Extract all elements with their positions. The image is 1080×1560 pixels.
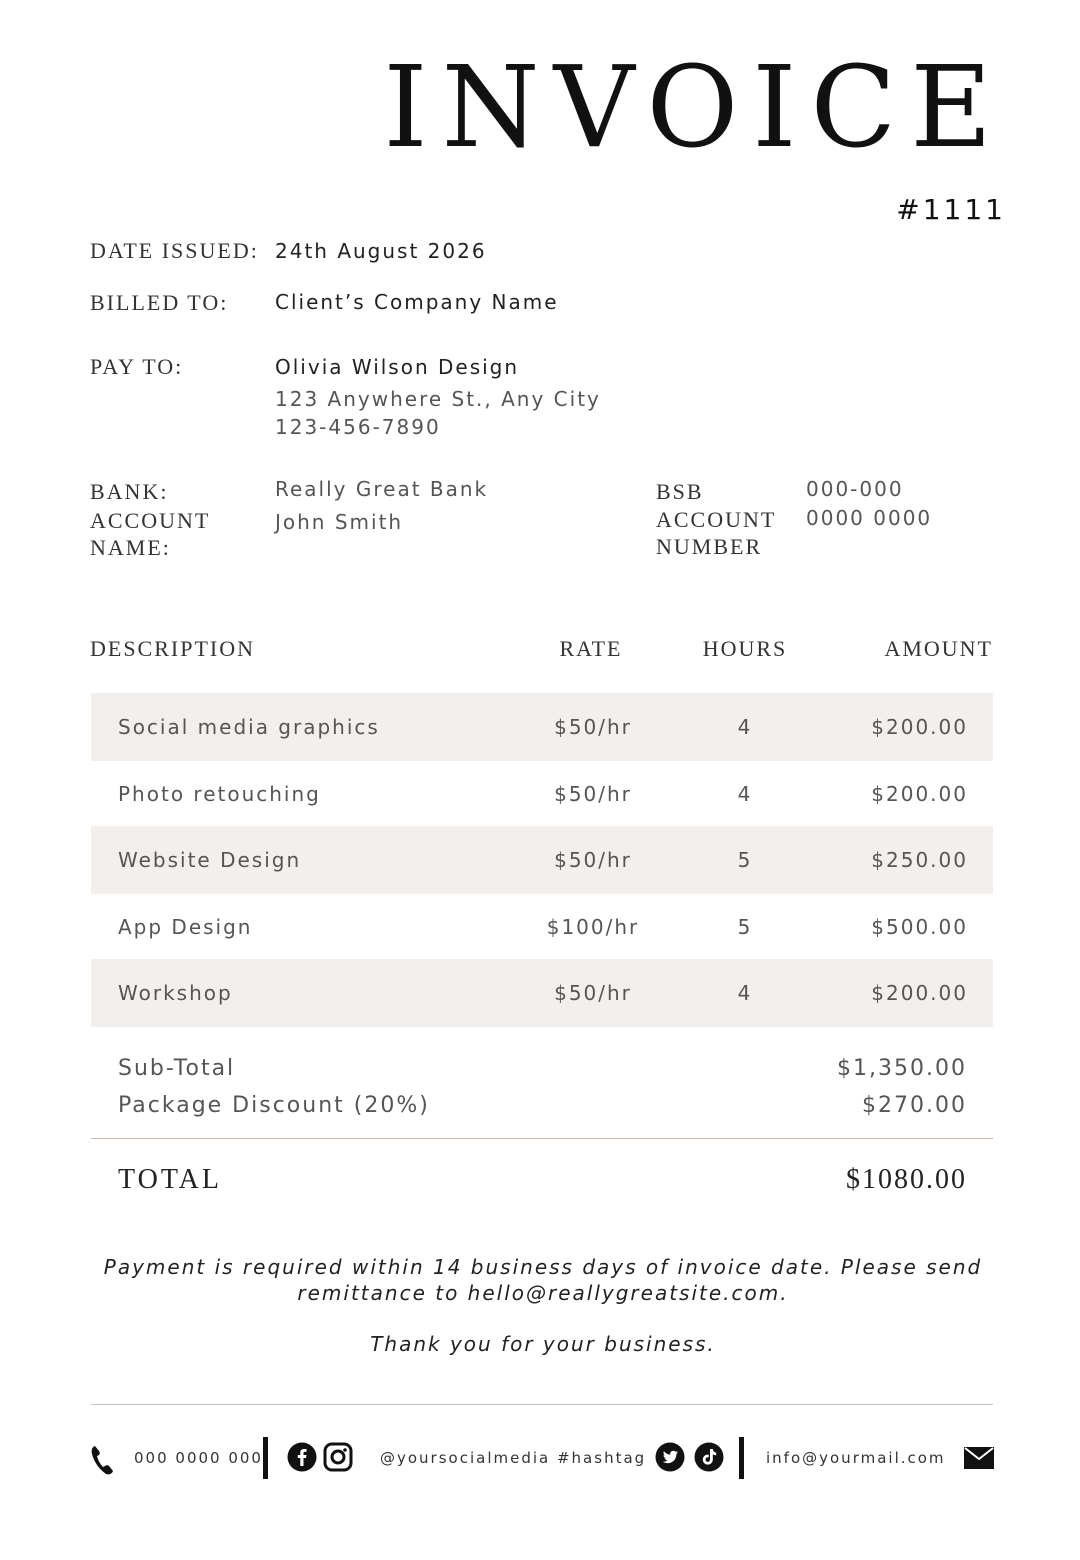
table-row <box>91 693 993 761</box>
billed-to-value: Client’s Company Name <box>275 290 559 314</box>
mail-icon[interactable] <box>964 1447 994 1473</box>
row-hours: 5 <box>737 915 753 939</box>
row-hours: 4 <box>737 782 753 806</box>
footer-divider <box>91 1404 993 1405</box>
instagram-icon[interactable] <box>323 1442 353 1476</box>
row-rate: $50/hr <box>554 848 632 872</box>
total-divider <box>91 1138 993 1139</box>
total-value: $1080.00 <box>846 1164 967 1195</box>
row-amount: $200.00 <box>871 981 968 1005</box>
bank-label: BANK: <box>90 479 169 504</box>
row-hours: 4 <box>737 981 753 1005</box>
row-description: Social media graphics <box>118 715 380 739</box>
invoice-title: INVOICE <box>383 43 1006 173</box>
payment-terms-line2: remittance to hello@reallygreatsite.com. <box>297 1281 789 1305</box>
thank-you-note: Thank you for your business. <box>370 1332 716 1356</box>
total-label: TOTAL <box>118 1164 223 1195</box>
row-hours: 4 <box>737 715 753 739</box>
footer-phone: 000 0000 000 <box>134 1449 263 1467</box>
tiktok-icon[interactable] <box>694 1442 724 1476</box>
date-issued-value: 24th August 2026 <box>275 239 487 263</box>
pay-to-phone: 123-456-7890 <box>275 415 441 439</box>
invoice-number: #1111 <box>896 193 1006 226</box>
date-issued-label: DATE ISSUED: <box>90 238 259 263</box>
row-amount: $500.00 <box>871 915 968 939</box>
phone-icon <box>90 1444 116 1480</box>
footer-separator <box>739 1437 744 1479</box>
row-amount: $200.00 <box>871 782 968 806</box>
account-name-label-line1: ACCOUNT <box>90 508 211 533</box>
table-row <box>91 893 993 961</box>
row-rate: $50/hr <box>554 981 632 1005</box>
row-description: App Design <box>118 915 253 939</box>
row-rate: $100/hr <box>546 915 640 939</box>
discount-value: $270.00 <box>862 1093 967 1118</box>
table-row <box>91 760 993 828</box>
twitter-icon[interactable] <box>655 1442 685 1476</box>
account-number-value: 0000 0000 <box>806 506 933 530</box>
account-name-value: John Smith <box>275 510 404 534</box>
bsb-value: 000-000 <box>806 477 904 501</box>
bank-value: Really Great Bank <box>275 477 489 501</box>
billed-to-label: BILLED TO: <box>90 290 229 315</box>
footer-social-handle: @yoursocialmedia #hashtag <box>380 1449 647 1467</box>
subtotal-label: Sub-Total <box>118 1056 236 1081</box>
header-description: DESCRIPTION <box>90 636 256 661</box>
account-name-label-line2: NAME: <box>90 535 171 560</box>
row-description: Workshop <box>118 981 233 1005</box>
discount-label: Package Discount (20%) <box>118 1093 430 1118</box>
row-rate: $50/hr <box>554 782 632 806</box>
account-number-label-line2: NUMBER <box>656 534 763 559</box>
pay-to-label: PAY TO: <box>90 354 184 379</box>
account-number-label-line1: ACCOUNT <box>656 507 777 532</box>
pay-to-address: 123 Anywhere St., Any City <box>275 387 601 411</box>
facebook-icon[interactable] <box>287 1442 317 1476</box>
subtotal-value: $1,350.00 <box>837 1056 967 1081</box>
footer-email: info@yourmail.com <box>766 1449 946 1467</box>
row-amount: $200.00 <box>871 715 968 739</box>
row-rate: $50/hr <box>554 715 632 739</box>
row-description: Photo retouching <box>118 782 321 806</box>
footer-separator <box>263 1437 268 1479</box>
header-amount: AMOUNT <box>884 636 993 661</box>
header-rate: RATE <box>559 636 623 661</box>
row-amount: $250.00 <box>871 848 968 872</box>
pay-to-name: Olivia Wilson Design <box>275 355 520 379</box>
row-description: Website Design <box>118 848 302 872</box>
table-row <box>91 826 993 894</box>
row-hours: 5 <box>737 848 753 872</box>
header-hours: HOURS <box>702 636 788 661</box>
payment-terms-line1: Payment is required within 14 business days of invoice date. Please send <box>103 1255 983 1279</box>
table-row <box>91 959 993 1027</box>
bsb-label: BSB <box>656 479 704 504</box>
